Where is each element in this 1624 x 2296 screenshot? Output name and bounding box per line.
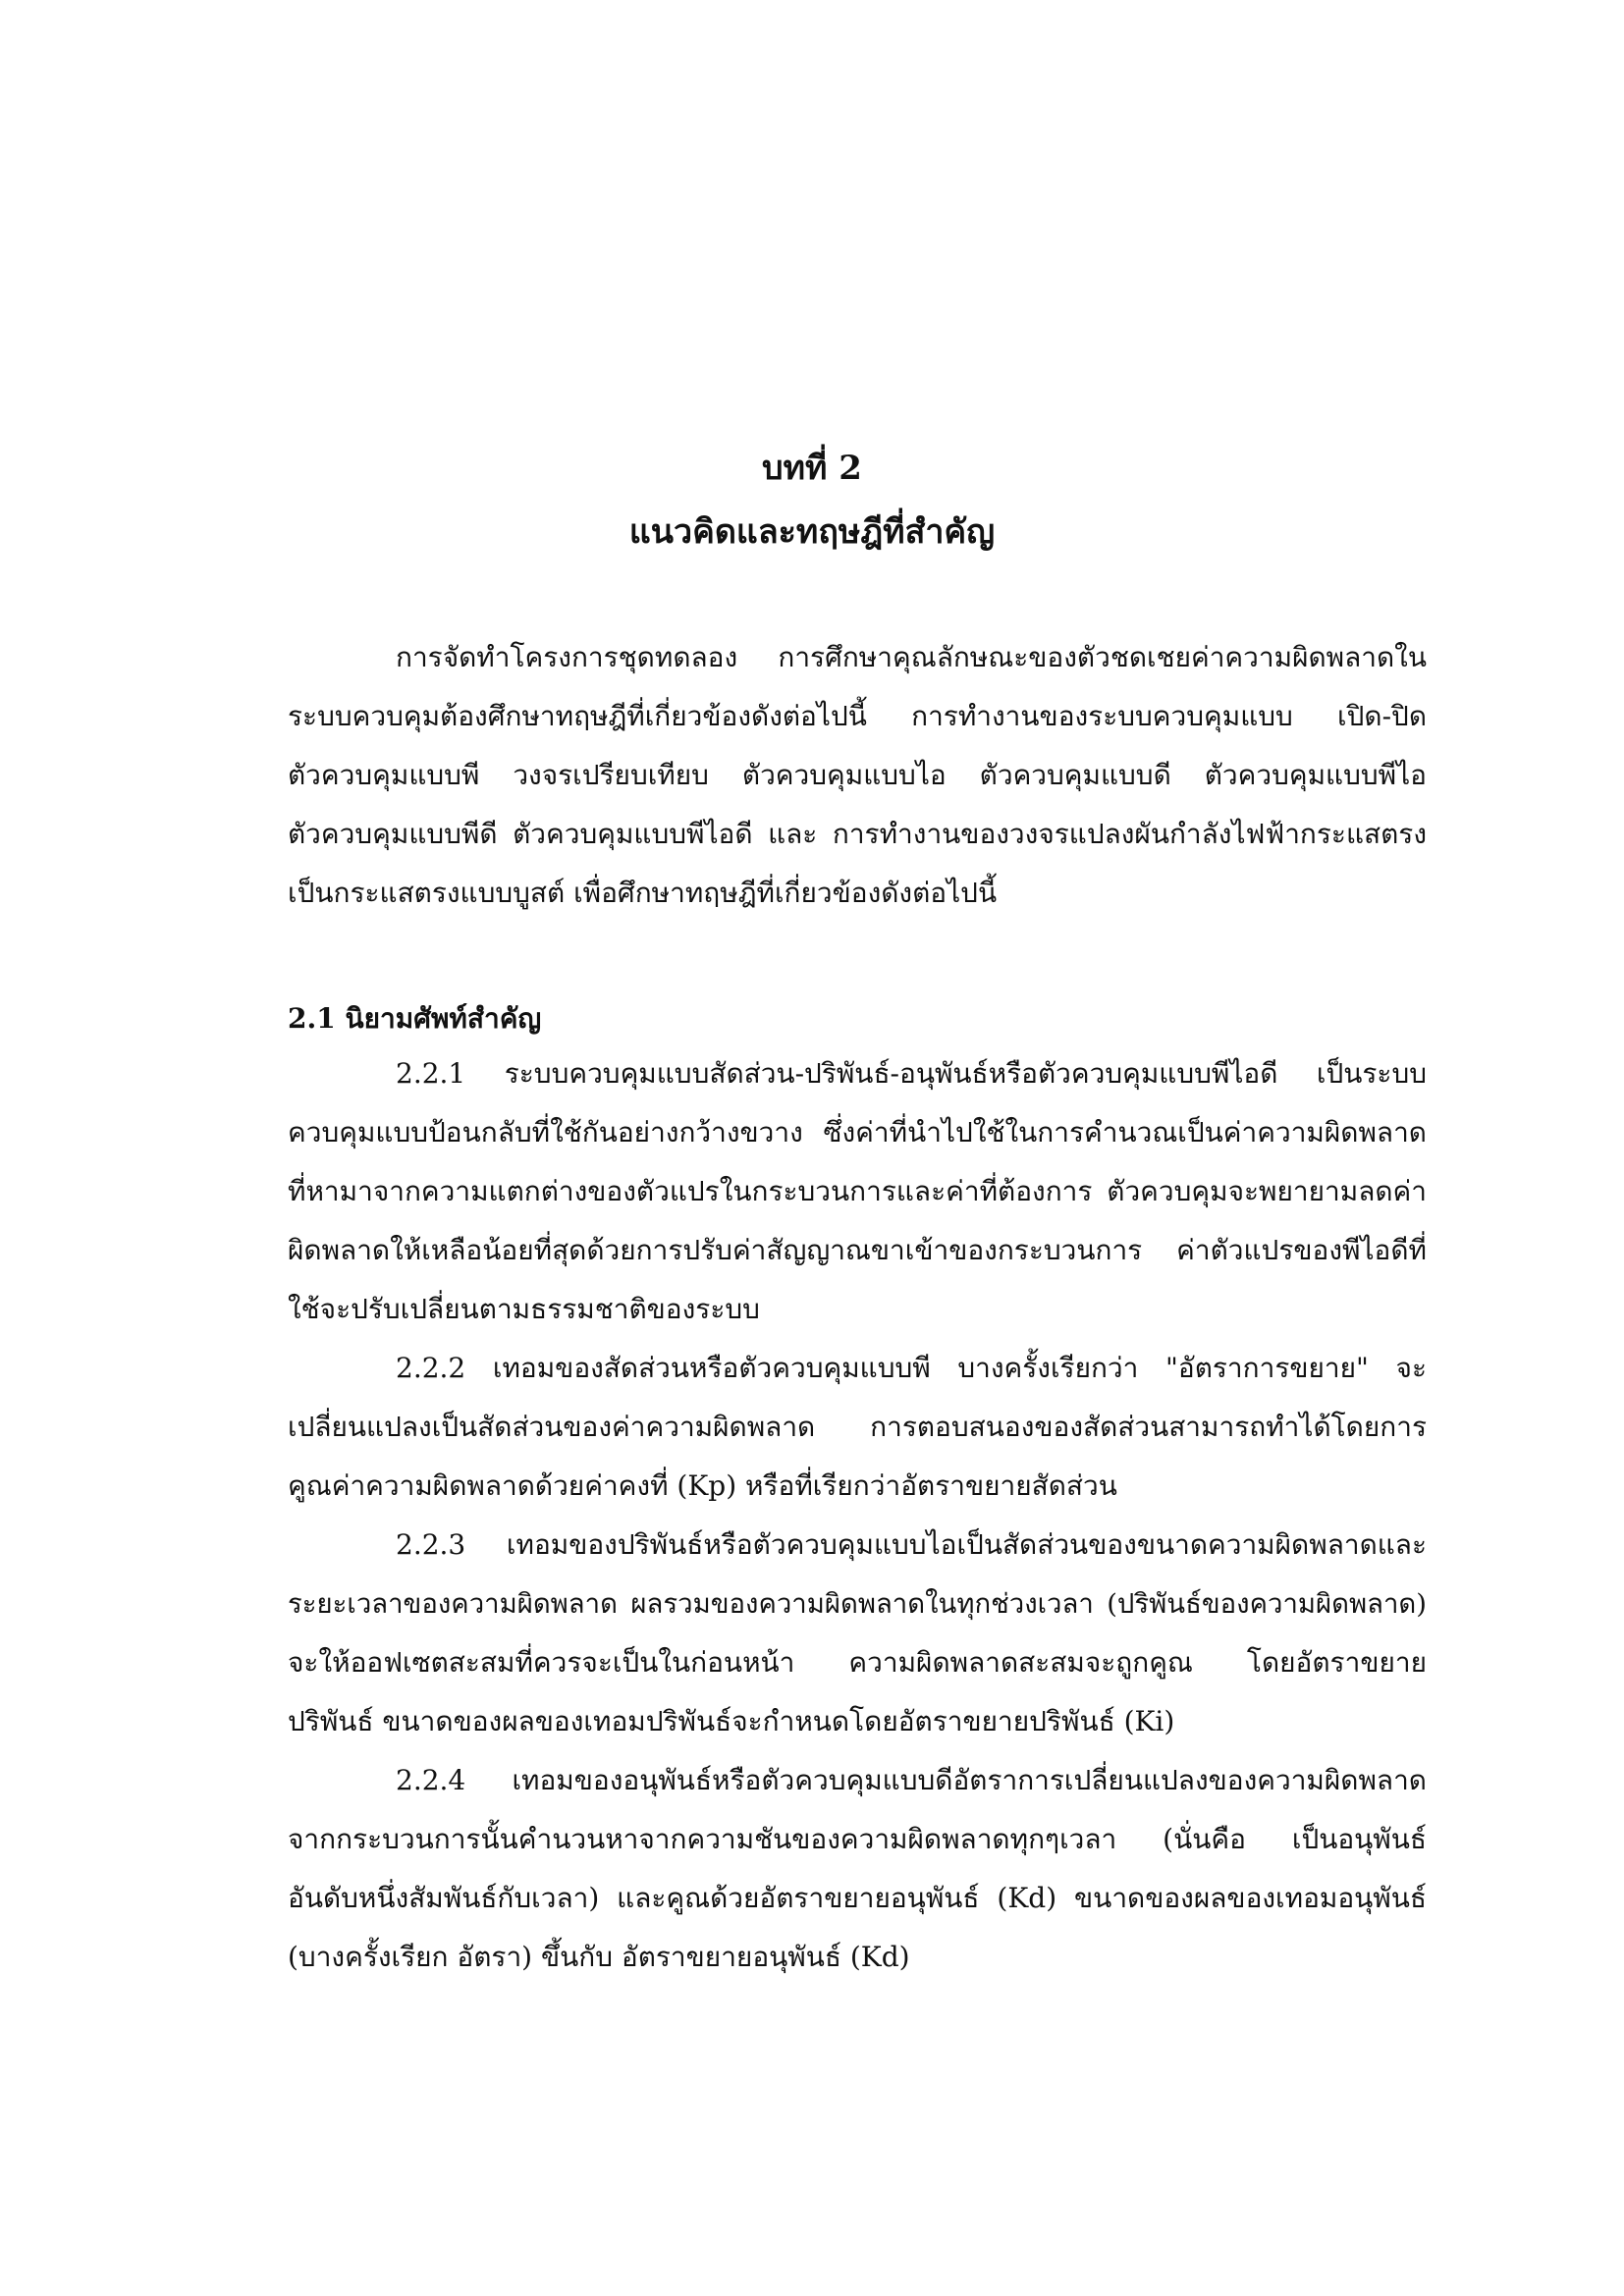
definitions-block <box>288 1044 1427 1987</box>
definition-line: ผิดพลาดให้เหลือน้อยที่สุดด้วยการปรับค่าสัญญาณขาเข้าของกระบวนการ ค่าตัวแปรของพีไอดีที่ <box>288 1234 1427 1266</box>
definition-line: อันดับหนึ่งสัมพันธ์กับเวลา) และคูณด้วยอัตราขยายอนุพันธ์ (Kd) ขนาดของผลของเทอมอนุพันธ์ <box>288 1882 1427 1914</box>
chapter-title: แนวคิดและทฤษฎีที่สำคัญ <box>628 512 996 552</box>
definition-line: ปริพันธ์ ขนาดของผลของเทอมปริพันธ์จะกำหนดโดยอัตราขยายปริพันธ์ (Ki) <box>288 1705 1175 1737</box>
definition-line: จะให้ออฟเซตสะสมที่ควรจะเป็นในก่อนหน้า ความผิดพลาดสะสมจะถูกคูณ โดยอัตราขยาย <box>288 1646 1427 1679</box>
intro-line: ตัวควบคุมแบบพีดี ตัวควบคุมแบบพีไอดี และ การทำงานของวงจรแปลงผันกำลังไฟฟ้ากระแสตรง <box>288 818 1427 850</box>
intro-line: ตัวควบคุมแบบพี วงจรเปรียบเทียบ ตัวควบคุมแบบไอ ตัวควบคุมแบบดี ตัวควบคุมแบบพีไอ <box>288 759 1427 791</box>
section-heading: 2.1 นิยามศัพท์สำคัญ <box>288 1002 542 1035</box>
intro-line: เป็นกระแสตรงแบบบูสต์ เพื่อศึกษาทฤษฎีที่เกี่ยวข้องดังต่อไปนี้ <box>288 877 998 909</box>
definition-line: 2.2.3 เทอมของปริพันธ์หรือตัวควบคุมแบบไอเป็นสัดส่วนของขนาดความผิดพลาดและ <box>396 1528 1427 1561</box>
definition-line: ใช้จะปรับเปลี่ยนตามธรรมชาติของระบบ <box>288 1293 760 1325</box>
chapter-number: บทที่ 2 <box>762 449 862 488</box>
intro-line: ระบบควบคุมต้องศึกษาทฤษฎีที่เกี่ยวข้องดังต่อไปนี้ การทำงานของระบบควบคุมแบบ เปิด-ปิด <box>288 700 1427 732</box>
intro-line: การจัดทำโครงการชุดทดลอง การศึกษาคุณลักษณะของตัวชดเชยค่าความผิดพลาดใน <box>396 641 1427 673</box>
definition-line: 2.2.1 ระบบควบคุมแบบสัดส่วน-ปริพันธ์-อนุพันธ์หรือตัวควบคุมแบบพีไอดี เป็นระบบ <box>396 1057 1427 1090</box>
definition-line: 2.2.2 เทอมของสัดส่วนหรือตัวควบคุมแบบพี บางครั้งเรียกว่า "อัตราการขยาย" จะ <box>396 1352 1427 1384</box>
definition-line: จากกระบวนการนั้นคำนวนหาจากความชันของความผิดพลาดทุกๆเวลา (นั่นคือ เป็นอนุพันธ์ <box>288 1823 1427 1855</box>
intro-paragraph <box>288 628 1427 923</box>
definition-line: (บางครั้งเรียก อัตรา) ขึ้นกับ อัตราขยายอนุพันธ์ (Kd) <box>288 1941 910 1973</box>
definition-line: ระยะเวลาของความผิดพลาด ผลรวมของความผิดพลาดในทุกช่วงเวลา (ปริพันธ์ของความผิดพลาด) <box>288 1588 1427 1620</box>
definition-line: คูณค่าความผิดพลาดด้วยค่าคงที่ (Kp) หรือที่เรียกว่าอัตราขยายสัดส่วน <box>288 1469 1117 1502</box>
definition-line: 2.2.4 เทอมของอนุพันธ์หรือตัวควบคุมแบบดีอัตราการเปลี่ยนแปลงของความผิดพลาด <box>396 1764 1427 1796</box>
definition-line: เปลี่ยนแปลงเป็นสัดส่วนของค่าความผิดพลาด การตอบสนองของสัดส่วนสามารถทำได้โดยการ <box>288 1411 1427 1443</box>
definition-line: ที่หามาจากความแตกต่างของตัวแปรในกระบวนการและค่าที่ต้องการ ตัวควบคุมจะพยายามลดค่า <box>288 1175 1427 1207</box>
definition-line: ควบคุมแบบป้อนกลับที่ใช้กันอย่างกว้างขวาง ซึ่งค่าที่นำไปใช้ในการคำนวณเป็นค่าความผิดพลาด <box>288 1116 1427 1148</box>
